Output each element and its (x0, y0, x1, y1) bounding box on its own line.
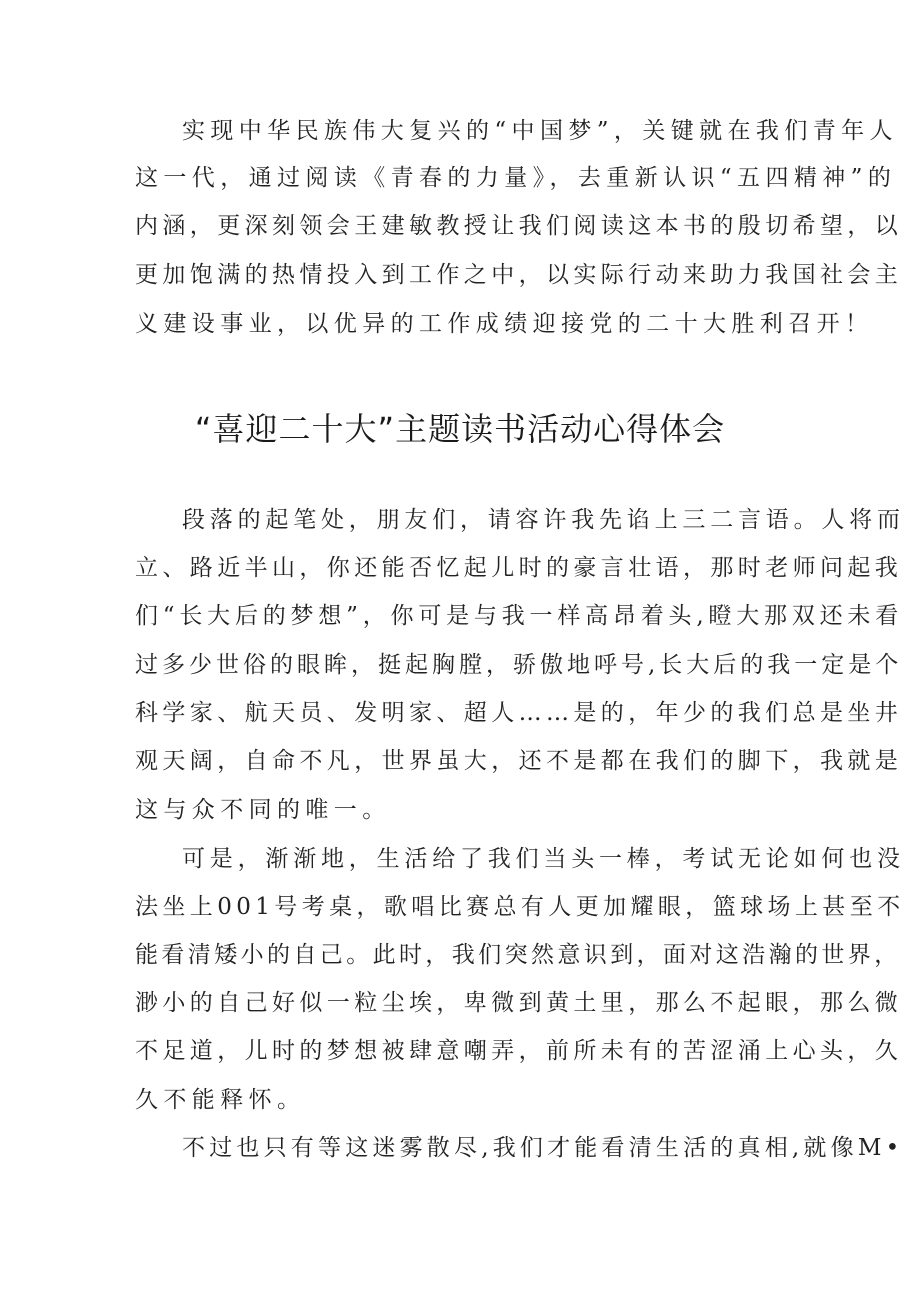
intro-line-2: 这一代，通过阅读《青春的力量》，去重新认识“五四精神”的 (135, 165, 897, 191)
paragraph-2-line-6: 久不能释怀。 (135, 1087, 306, 1113)
section-title: “喜迎二十大”主题读书活动心得体会 (194, 410, 726, 448)
intro-line-3: 内涵，更深刻领会王建敏教授让我们阅读这本书的殷切希望，以 (135, 213, 903, 239)
paragraph-1-line-4: 过多少世俗的眼眸，挺起胸膛，骄傲地呼号,长大后的我一定是个 (135, 652, 903, 678)
paragraph-3-line-1: 不过也只有等这迷雾散尽,我们才能看清生活的真相,就像M• (182, 1135, 904, 1161)
paragraph-2-line-1: 可是，渐渐地，生活给了我们当头一棒，考试无论如何也没 (182, 846, 905, 872)
paragraph-2-line-5: 不足道，儿时的梦想被肆意嘲弄，前所未有的苦涩涌上心头，久 (135, 1038, 903, 1064)
paragraph-1-line-5: 科学家、航天员、发明家、超人……是的，年少的我们总是坐井 (135, 700, 903, 726)
paragraph-1-line-6: 观天阔，自命不凡，世界虽大，还不是都在我们的脚下，我就是 (135, 748, 903, 774)
intro-line-1: 实现中华民族伟大复兴的“中国梦”，关键就在我们青年人 (182, 118, 898, 144)
intro-line-5: 义建设事业，以优异的工作成绩迎接党的二十大胜利召开！ (135, 311, 874, 337)
intro-line-4: 更加饱满的热情投入到工作之中，以实际行动来助力我国社会主 (135, 262, 903, 288)
paragraph-2-line-4: 渺小的自己好似一粒尘埃，卑微到黄土里，那么不起眼，那么微 (135, 990, 903, 1016)
paragraph-1-line-3: 们“长大后的梦想”，你可是与我一样高昂着头,瞪大那双还未看 (135, 603, 904, 629)
paragraph-1-line-1: 段落的起笔处，朋友们，请容许我先谄上三二言语。人将而 (182, 507, 905, 533)
paragraph-2-line-2: 法坐上001号考桌，歌唱比赛总有人更加耀眼，篮球场上甚至不 (135, 894, 905, 920)
paragraph-2-line-3: 能看清矮小的自己。此时，我们突然意识到，面对这浩瀚的世界， (135, 942, 901, 968)
paragraph-1-line-7: 这与众不同的唯一。 (135, 797, 391, 823)
paragraph-1-line-2: 立、路近半山，你还能否忆起儿时的豪言壮语，那时老师问起我 (135, 555, 903, 581)
